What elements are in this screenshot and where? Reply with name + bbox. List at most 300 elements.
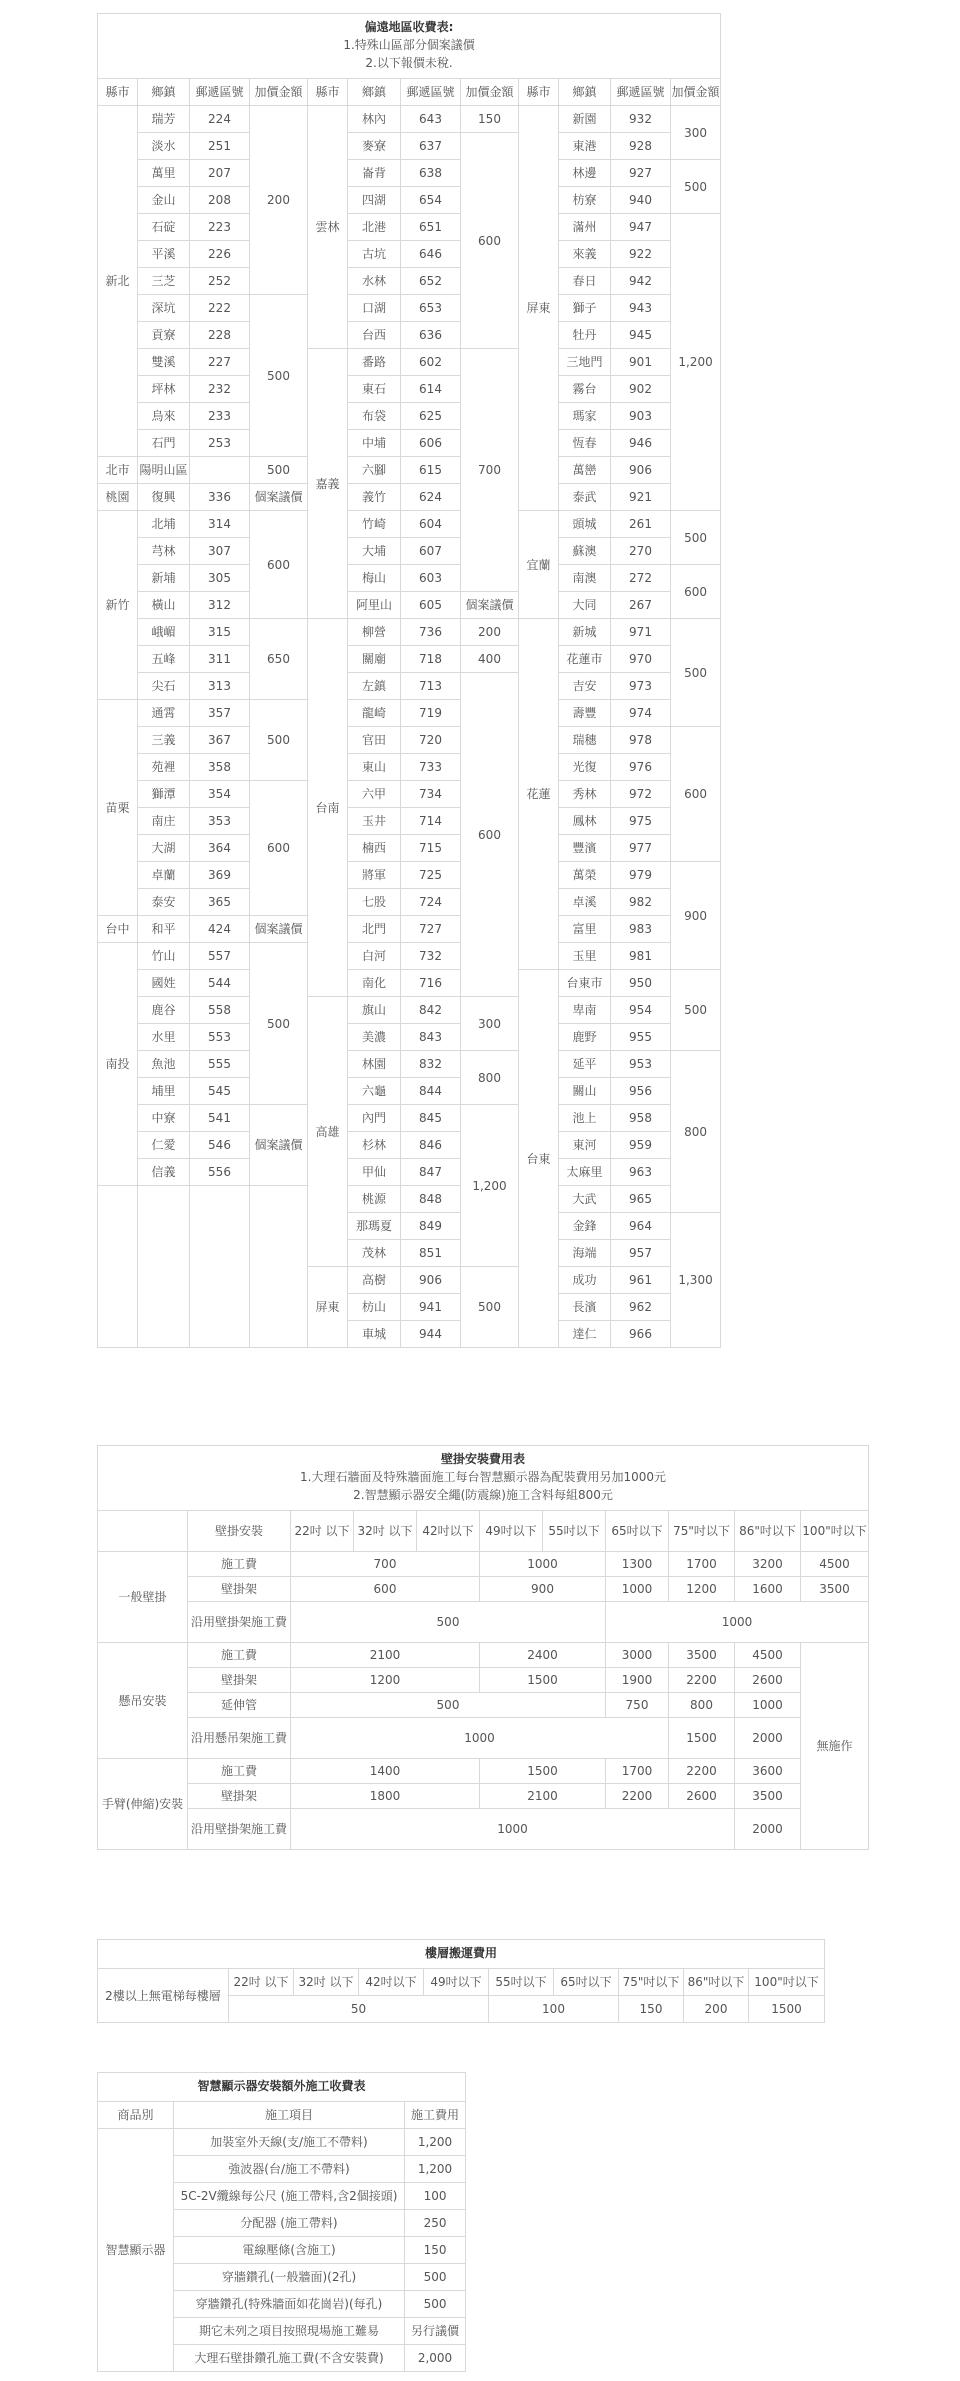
table-row: [98, 457, 721, 484]
price-cell: 500: [405, 2264, 466, 2291]
zip-cell: 313: [190, 673, 250, 700]
township-cell: 達仁: [559, 1321, 611, 1348]
township-cell: 尖石: [138, 673, 190, 700]
zip-cell: 228: [190, 322, 250, 349]
price-cell: 1000: [291, 1809, 735, 1850]
county-cell: 新竹: [98, 511, 138, 700]
county-cell: 屏東: [308, 1267, 348, 1348]
wall-mount-caption: [98, 1446, 869, 1511]
zip-cell: 724: [401, 889, 461, 916]
township-cell: 阿里山: [348, 592, 401, 619]
zip-cell: 367: [190, 727, 250, 754]
product-label: 智慧顯示器: [98, 2129, 174, 2372]
township-cell: 番路: [348, 349, 401, 376]
zip-cell: 365: [190, 889, 250, 916]
price-cell: 2600: [735, 1668, 801, 1693]
zip-cell: 945: [611, 322, 671, 349]
price-cell: 1500: [480, 1668, 606, 1693]
item-label: 分配器 (施工帶料): [174, 2210, 405, 2237]
township-cell: 北門: [348, 916, 401, 943]
fee-cell: 800: [461, 1051, 519, 1105]
zip-cell: 556: [190, 1159, 250, 1186]
township-cell: 新園: [559, 106, 611, 133]
col-header: 鄉鎮: [559, 79, 611, 106]
price-cell: 2000: [735, 1809, 801, 1850]
price-cell: 3600: [735, 1759, 801, 1784]
township-cell: 萬巒: [559, 457, 611, 484]
zip-cell: 636: [401, 322, 461, 349]
col-header: 縣市: [98, 79, 138, 106]
price-cell: 1400: [291, 1759, 480, 1784]
fee-cell: 600: [671, 727, 721, 862]
zip-cell: 959: [611, 1132, 671, 1159]
township-cell: 國姓: [138, 970, 190, 997]
zip-cell: 546: [190, 1132, 250, 1159]
size-header: 100"吋以下: [801, 1511, 869, 1552]
county-cell: 台中: [98, 916, 138, 943]
township-cell: 坪林: [138, 376, 190, 403]
zip-cell: 651: [401, 214, 461, 241]
zip-cell: 982: [611, 889, 671, 916]
fee-cell: 1,200: [461, 1105, 519, 1267]
wall-mount-fee-table: [97, 1445, 869, 1850]
zip-cell: 978: [611, 727, 671, 754]
size-header: 49吋以下: [480, 1511, 543, 1552]
price-cell: 2000: [735, 1718, 801, 1759]
zip-cell: 314: [190, 511, 250, 538]
township-cell: 竹山: [138, 943, 190, 970]
price-cell: 2200: [669, 1668, 735, 1693]
item-label: 穿牆鑽孔(特殊牆面如花崗岩)(每孔): [174, 2291, 405, 2318]
table-row: [98, 349, 721, 376]
zip-cell: 971: [611, 619, 671, 646]
township-cell: 玉里: [559, 943, 611, 970]
col-header: 縣市: [519, 79, 559, 106]
zip-cell: 354: [190, 781, 250, 808]
township-cell: 柳營: [348, 619, 401, 646]
zip-cell: 941: [401, 1294, 461, 1321]
fee-cell: 600: [671, 565, 721, 619]
township-cell: 鹿谷: [138, 997, 190, 1024]
col-header: 縣市: [308, 79, 348, 106]
zip-cell: 615: [401, 457, 461, 484]
township-cell: 瑞穗: [559, 727, 611, 754]
remote-fee-table: [97, 13, 721, 1348]
zip-cell: 545: [190, 1078, 250, 1105]
table-row: [98, 1159, 721, 1186]
row-label: 2樓以上無電梯每樓層: [98, 1969, 229, 2023]
table-row: [98, 484, 721, 511]
county-cell: 宜蘭: [519, 511, 559, 619]
township-cell: 池上: [559, 1105, 611, 1132]
col-header: 鄉鎮: [348, 79, 401, 106]
township-cell: 花蓮市: [559, 646, 611, 673]
township-cell: 內門: [348, 1105, 401, 1132]
township-cell: 霧台: [559, 376, 611, 403]
table-row: [98, 565, 721, 592]
zip-cell: 961: [611, 1267, 671, 1294]
township-cell: 官田: [348, 727, 401, 754]
zip-cell: 544: [190, 970, 250, 997]
zip-cell: 252: [190, 268, 250, 295]
price-cell: 1,200: [405, 2129, 466, 2156]
zip-cell: 227: [190, 349, 250, 376]
county-cell: 台東: [519, 970, 559, 1348]
zip-cell: 955: [611, 1024, 671, 1051]
zip-cell: 646: [401, 241, 461, 268]
table-row: [98, 214, 721, 241]
township-cell: 瑞芳: [138, 106, 190, 133]
township-cell: 關山: [559, 1078, 611, 1105]
zip-cell: 943: [611, 295, 671, 322]
county-cell: 高雄: [308, 997, 348, 1267]
fee-cell: 800: [671, 1051, 721, 1213]
township-cell: 北港: [348, 214, 401, 241]
zip-cell: 424: [190, 916, 250, 943]
township-cell: 東港: [559, 133, 611, 160]
item-label: 壁掛架: [188, 1668, 291, 1693]
township-cell: 萬榮: [559, 862, 611, 889]
price-cell: 150: [405, 2237, 466, 2264]
township-cell: 布袋: [348, 403, 401, 430]
township-cell: 北埔: [138, 511, 190, 538]
township-cell: 成功: [559, 1267, 611, 1294]
table-row: [98, 592, 721, 619]
zip-cell: 966: [611, 1321, 671, 1348]
township-cell: 來義: [559, 241, 611, 268]
zip-cell: 643: [401, 106, 461, 133]
county-cell: 苗栗: [98, 700, 138, 916]
price-cell: 另行議價: [405, 2318, 466, 2345]
zip-cell: 226: [190, 241, 250, 268]
price-cell: 50: [229, 1996, 489, 2023]
table-row: [98, 511, 721, 538]
zip-cell: 624: [401, 484, 461, 511]
table-row: [98, 160, 721, 187]
price-cell: 3200: [735, 1552, 801, 1577]
table-row: [98, 1969, 825, 1996]
item-label: 施工費: [188, 1643, 291, 1668]
zip-cell: 558: [190, 997, 250, 1024]
zip-cell: 637: [401, 133, 461, 160]
township-cell: 和平: [138, 916, 190, 943]
price-cell: 1,200: [405, 2156, 466, 2183]
zip-cell: 983: [611, 916, 671, 943]
zip-cell: 946: [611, 430, 671, 457]
township-cell: 關廟: [348, 646, 401, 673]
township-cell: 橫山: [138, 592, 190, 619]
township-cell: 春日: [559, 268, 611, 295]
zip-cell: 970: [611, 646, 671, 673]
zip-cell: 965: [611, 1186, 671, 1213]
township-cell: 信義: [138, 1159, 190, 1186]
table-row: [98, 1718, 869, 1759]
table-row: [98, 430, 721, 457]
price-cell: 4500: [735, 1643, 801, 1668]
zip-cell: 312: [190, 592, 250, 619]
township-cell: 杉林: [348, 1132, 401, 1159]
township-cell: 林內: [348, 106, 401, 133]
zip-cell: 957: [611, 1240, 671, 1267]
price-cell: 1800: [291, 1784, 480, 1809]
item-label: 壁掛架: [188, 1784, 291, 1809]
zip-cell: 964: [611, 1213, 671, 1240]
table-row: [98, 1552, 869, 1577]
zip-cell: 842: [401, 997, 461, 1024]
zip-cell: 947: [611, 214, 671, 241]
price-cell: 750: [606, 1693, 669, 1718]
zip-cell: 653: [401, 295, 461, 322]
col-header: 商品別: [98, 2102, 174, 2129]
township-cell: 蘇澳: [559, 538, 611, 565]
township-cell: 南庄: [138, 808, 190, 835]
price-cell: 1200: [669, 1577, 735, 1602]
township-cell: 雙溪: [138, 349, 190, 376]
township-cell: 貢寮: [138, 322, 190, 349]
empty-cell: [190, 1186, 250, 1348]
price-cell: 1300: [606, 1552, 669, 1577]
township-cell: 枋山: [348, 1294, 401, 1321]
township-cell: 桃源: [348, 1186, 401, 1213]
price-cell: 3500: [669, 1643, 735, 1668]
zip-cell: 727: [401, 916, 461, 943]
size-header: 42吋以下: [417, 1511, 480, 1552]
fee-cell: 600: [250, 511, 308, 619]
fee-cell: 500: [671, 619, 721, 727]
county-cell: 屏東: [519, 106, 559, 511]
township-cell: 六腳: [348, 457, 401, 484]
township-cell: 高樹: [348, 1267, 401, 1294]
township-cell: 瑪家: [559, 403, 611, 430]
table-row: [98, 646, 721, 673]
township-cell: 中寮: [138, 1105, 190, 1132]
township-cell: 白河: [348, 943, 401, 970]
zip-cell: 652: [401, 268, 461, 295]
zip-cell: 311: [190, 646, 250, 673]
township-cell: 水林: [348, 268, 401, 295]
zip-cell: 364: [190, 835, 250, 862]
township-cell: 大湖: [138, 835, 190, 862]
price-cell: 100: [405, 2183, 466, 2210]
table-row: [98, 1078, 721, 1105]
fee-cell: 個案議價: [461, 592, 519, 619]
col-header: 施工費用: [405, 2102, 466, 2129]
township-cell: 大同: [559, 592, 611, 619]
table-row: [98, 1105, 721, 1132]
floor-fee-table: [97, 1939, 825, 2023]
price-cell: 1600: [735, 1577, 801, 1602]
zip-cell: 732: [401, 943, 461, 970]
table-row: [98, 538, 721, 565]
county-cell: 南投: [98, 943, 138, 1186]
table-row: [98, 1759, 869, 1784]
size-header: 86"吋以下: [684, 1969, 749, 1996]
zip-cell: 223: [190, 214, 250, 241]
township-cell: 玉井: [348, 808, 401, 835]
township-cell: 仁愛: [138, 1132, 190, 1159]
fee-cell: 150: [461, 106, 519, 133]
zip-cell: 733: [401, 754, 461, 781]
zip-cell: 224: [190, 106, 250, 133]
township-cell: 左鎮: [348, 673, 401, 700]
zip-cell: 251: [190, 133, 250, 160]
zip-cell: 977: [611, 835, 671, 862]
fee-cell: 1,300: [671, 1213, 721, 1348]
remote-fee-header-row: [98, 79, 721, 106]
township-cell: 芎林: [138, 538, 190, 565]
table-row: [98, 1784, 869, 1809]
zip-cell: 901: [611, 349, 671, 376]
col-header: 加價金額: [671, 79, 721, 106]
zip-cell: 253: [190, 430, 250, 457]
zip-cell: 336: [190, 484, 250, 511]
price-cell: 1000: [735, 1693, 801, 1718]
zip-cell: 713: [401, 673, 461, 700]
table-row: [98, 1024, 721, 1051]
township-cell: 東石: [348, 376, 401, 403]
township-cell: 獅子: [559, 295, 611, 322]
zip-cell: 267: [611, 592, 671, 619]
county-cell: 桃園: [98, 484, 138, 511]
price-cell: 2100: [291, 1643, 480, 1668]
table-row: [98, 1668, 869, 1693]
township-cell: 卓溪: [559, 889, 611, 916]
fee-cell: 600: [461, 133, 519, 349]
table-row: [98, 889, 721, 916]
township-cell: 旗山: [348, 997, 401, 1024]
item-label: 沿用壁掛架施工費: [188, 1602, 291, 1643]
zip-cell: 603: [401, 565, 461, 592]
fee-cell: 200: [461, 619, 519, 646]
fee-cell: 個案議價: [250, 916, 308, 943]
item-label: 強波器(台/施工不帶料): [174, 2156, 405, 2183]
price-cell: 2600: [669, 1784, 735, 1809]
size-header: 86"吋以下: [735, 1511, 801, 1552]
table-row: [98, 943, 721, 970]
price-cell: 2400: [480, 1643, 606, 1668]
zip-cell: 716: [401, 970, 461, 997]
zip-cell: 606: [401, 430, 461, 457]
remote-fee-body: [98, 106, 721, 1348]
township-cell: 車城: [348, 1321, 401, 1348]
township-cell: 龍崎: [348, 700, 401, 727]
fee-cell: 300: [671, 106, 721, 160]
price-cell: 1500: [480, 1759, 606, 1784]
township-cell: 豐濱: [559, 835, 611, 862]
size-header: 32吋 以下: [354, 1511, 417, 1552]
township-cell: 泰武: [559, 484, 611, 511]
remote-fee-title: 偏遠地區收費表:: [364, 20, 454, 34]
township-cell: 滿州: [559, 214, 611, 241]
zip-cell: 557: [190, 943, 250, 970]
price-cell: 500: [405, 2291, 466, 2318]
zip-cell: 903: [611, 403, 671, 430]
zip-cell: 605: [401, 592, 461, 619]
zip-cell: 261: [611, 511, 671, 538]
township-cell: 卓蘭: [138, 862, 190, 889]
township-cell: 崙背: [348, 160, 401, 187]
zip-cell: 974: [611, 700, 671, 727]
item-label: 沿用壁掛架施工費: [188, 1809, 291, 1850]
table-row: [98, 673, 721, 700]
township-cell: 麥寮: [348, 133, 401, 160]
zip-cell: 922: [611, 241, 671, 268]
table-row: [98, 916, 721, 943]
table-row: [98, 241, 721, 268]
col-header: 郵遞區號: [611, 79, 671, 106]
table-row: [98, 1643, 869, 1668]
township-cell: 石碇: [138, 214, 190, 241]
zip-cell: 906: [401, 1267, 461, 1294]
zip-cell: 232: [190, 376, 250, 403]
price-cell: 900: [480, 1577, 606, 1602]
fee-cell: 600: [250, 781, 308, 916]
fee-cell: 500: [461, 1267, 519, 1348]
wall-mount-note: 2.智慧顯示器安全繩(防震線)施工含料每組800元: [353, 1488, 613, 1502]
item-label: 壁掛架: [188, 1577, 291, 1602]
zip-cell: 207: [190, 160, 250, 187]
township-cell: 林園: [348, 1051, 401, 1078]
price-cell: 2100: [480, 1784, 606, 1809]
remote-fee-note: 2.以下報價未稅.: [365, 56, 453, 70]
township-cell: 鳳林: [559, 808, 611, 835]
col-header: 施工項目: [174, 2102, 405, 2129]
township-cell: 埔里: [138, 1078, 190, 1105]
price-cell: 100: [489, 1996, 619, 2023]
township-cell: 光復: [559, 754, 611, 781]
township-cell: 恆春: [559, 430, 611, 457]
township-cell: 五峰: [138, 646, 190, 673]
township-cell: 梅山: [348, 565, 401, 592]
price-cell: 1500: [669, 1718, 735, 1759]
zip-cell: 944: [401, 1321, 461, 1348]
item-label: 施工費: [188, 1759, 291, 1784]
price-cell: 150: [619, 1996, 684, 2023]
zip-cell: 972: [611, 781, 671, 808]
zip-cell: 954: [611, 997, 671, 1024]
price-cell: 2200: [669, 1759, 735, 1784]
zip-cell: 956: [611, 1078, 671, 1105]
fee-cell: 500: [250, 943, 308, 1105]
zip-cell: 604: [401, 511, 461, 538]
item-label: 電線壓條(含施工): [174, 2237, 405, 2264]
fee-cell: 500: [671, 511, 721, 565]
item-label: 5C-2V纜線每公尺 (施工帶料,含2個接頭): [174, 2183, 405, 2210]
zip-cell: 305: [190, 565, 250, 592]
zip-cell: 950: [611, 970, 671, 997]
township-cell: 秀林: [559, 781, 611, 808]
price-cell: 1900: [606, 1668, 669, 1693]
item-label: 穿牆鑽孔(一般牆面)(2孔): [174, 2264, 405, 2291]
township-cell: 水里: [138, 1024, 190, 1051]
township-cell: 東山: [348, 754, 401, 781]
county-cell: 雲林: [308, 106, 348, 349]
zip-cell: 307: [190, 538, 250, 565]
county-cell: 台南: [308, 619, 348, 997]
township-cell: 金鋒: [559, 1213, 611, 1240]
size-header: 75"吋以下: [619, 1969, 684, 1996]
fee-cell: 900: [671, 862, 721, 970]
township-cell: 泰安: [138, 889, 190, 916]
price-cell: 600: [291, 1577, 480, 1602]
table-row: [98, 268, 721, 295]
township-cell: 甲仙: [348, 1159, 401, 1186]
size-header: 22吋 以下: [229, 1969, 294, 1996]
price-cell: 500: [291, 1693, 606, 1718]
zip-cell: 736: [401, 619, 461, 646]
fee-cell: 500: [671, 970, 721, 1051]
col-header: 加價金額: [250, 79, 308, 106]
